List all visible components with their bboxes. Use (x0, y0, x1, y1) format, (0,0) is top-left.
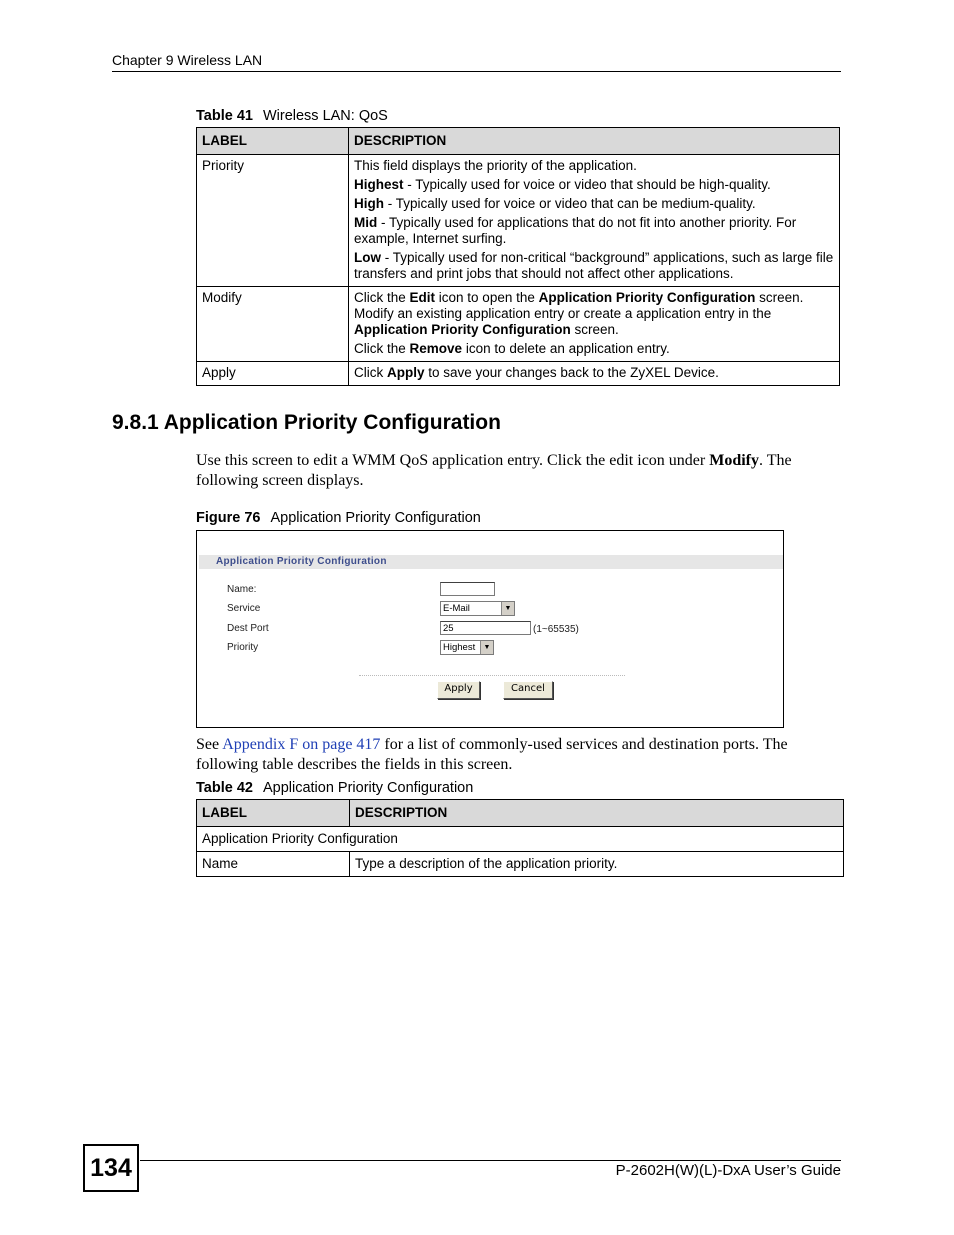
see-text: for a list of commonly-used services and destination ports. The following table describes the fields in this screen. (196, 736, 788, 773)
page-number: 134 (83, 1144, 139, 1192)
col-description-header: DESCRIPTION (350, 800, 844, 827)
table-row (197, 852, 844, 877)
table-41-title: Wireless LAN: QoS (262, 108, 388, 124)
figure-76-caption (196, 510, 481, 526)
table-row (197, 362, 840, 386)
name-label: Name: (227, 584, 257, 595)
priority-desc-highest (354, 177, 834, 193)
header-rule (112, 71, 841, 72)
figure-76-title: Application Priority Configuration (270, 510, 481, 526)
para-text: . The following screen displays. (196, 452, 792, 489)
dest-port-label: Dest Port (227, 623, 269, 634)
priority-selected-value: Highest (443, 642, 476, 653)
table-42-title: Application Priority Configuration (262, 780, 474, 796)
service-select[interactable] (440, 601, 515, 616)
screen-title: Application Priority Configuration (216, 556, 387, 567)
chevron-down-icon[interactable]: ▼ (480, 641, 493, 654)
row-label-modify: Modify (197, 287, 349, 362)
service-label: Service (227, 603, 261, 614)
chevron-down-icon[interactable]: ▼ (501, 602, 514, 615)
see-text: See (196, 736, 223, 753)
screen-title-bar (199, 555, 783, 569)
apply-button[interactable]: Apply (437, 681, 480, 699)
priority-desc-intro: This field displays the priority of the application. (354, 158, 637, 173)
dest-port-range: (1~65535) (533, 624, 579, 635)
priority-select[interactable] (440, 640, 494, 655)
row-label-apply: Apply (197, 362, 349, 386)
modify-bold: Edit (409, 290, 436, 305)
text-mid: - Typically used for applications that do not fit into another priority. For example, Internet surfing. (354, 215, 797, 246)
see-paragraph (196, 735, 841, 775)
term-highest: Highest (354, 177, 404, 192)
figure-76-number: Figure 76 (196, 510, 261, 526)
table-row (197, 827, 844, 852)
modify-desc-1 (354, 290, 834, 338)
modify-text: Click the (354, 341, 410, 356)
modify-desc-2 (354, 341, 834, 357)
apply-bold: Apply (387, 365, 425, 380)
table-header-row (197, 128, 840, 155)
modify-bold: Application Priority Configuration (354, 322, 571, 337)
name-input[interactable] (440, 582, 495, 596)
table-41 (196, 127, 840, 386)
term-high: High (354, 196, 384, 211)
modify-text: screen. Modify an existing application entry or create a application entry in the (354, 290, 804, 321)
apply-text: Click (354, 365, 387, 380)
priority-desc-low (354, 250, 834, 282)
row-label-name: Name (197, 852, 350, 877)
table-42-caption (196, 780, 473, 796)
section-heading: 9.8.1 Application Priority Configuration (112, 411, 501, 434)
table-42 (196, 799, 844, 877)
section-paragraph (196, 451, 841, 491)
guide-title: P-2602H(W)(L)-DxA User’s Guide (615, 1162, 841, 1179)
figure-76-screenshot (196, 530, 784, 728)
col-description-header: DESCRIPTION (349, 128, 840, 155)
table-41-caption (196, 108, 388, 124)
chapter-header: Chapter 9 Wireless LAN (112, 52, 263, 68)
modify-bold: Application Priority Configuration (538, 290, 756, 305)
table-42-number: Table 42 (196, 780, 253, 796)
priority-label: Priority (227, 642, 259, 653)
modify-text: Click the (354, 290, 410, 305)
table-41-number: Table 41 (196, 108, 253, 124)
table-header-row (197, 800, 844, 827)
modify-text: icon to delete an application entry. (462, 341, 670, 356)
text-highest: - Typically used for voice or video that should be high-quality. (403, 177, 771, 192)
appendix-link[interactable]: Appendix F on page 417 (222, 736, 381, 753)
modify-text: icon to open the (435, 290, 539, 305)
row-label-priority: Priority (197, 155, 349, 287)
col-label-header: LABEL (197, 128, 349, 155)
modify-text: screen. (570, 322, 619, 337)
priority-desc-high (354, 196, 834, 212)
form-divider (359, 675, 625, 676)
row-desc-modify (349, 287, 840, 362)
table-row (197, 287, 840, 362)
table-row (197, 155, 840, 287)
footer-rule (140, 1160, 841, 1161)
cancel-button[interactable]: Cancel (503, 681, 553, 699)
priority-desc-mid (354, 215, 834, 247)
col-label-header: LABEL (197, 800, 350, 827)
para-bold: Modify (709, 452, 759, 469)
row-desc-name: Type a description of the application priority. (350, 852, 844, 877)
para-text: Use this screen to edit a WMM QoS application entry. Click the edit icon under (196, 452, 710, 469)
dest-port-input[interactable]: 25 (440, 621, 531, 635)
term-mid: Mid (354, 215, 378, 230)
group-row: Application Priority Configuration (197, 827, 844, 852)
service-selected-value: E-Mail (443, 603, 470, 614)
row-desc-apply (349, 362, 840, 386)
text-low: - Typically used for non-critical “background” applications, such as large file transfers and print jobs that should not affect other applications. (354, 250, 834, 281)
text-high: - Typically used for voice or video that can be medium-quality. (384, 196, 756, 211)
modify-bold: Remove (409, 341, 463, 356)
row-desc-priority (349, 155, 840, 287)
apply-text: to save your changes back to the ZyXEL Device. (424, 365, 719, 380)
term-low: Low (354, 250, 381, 265)
